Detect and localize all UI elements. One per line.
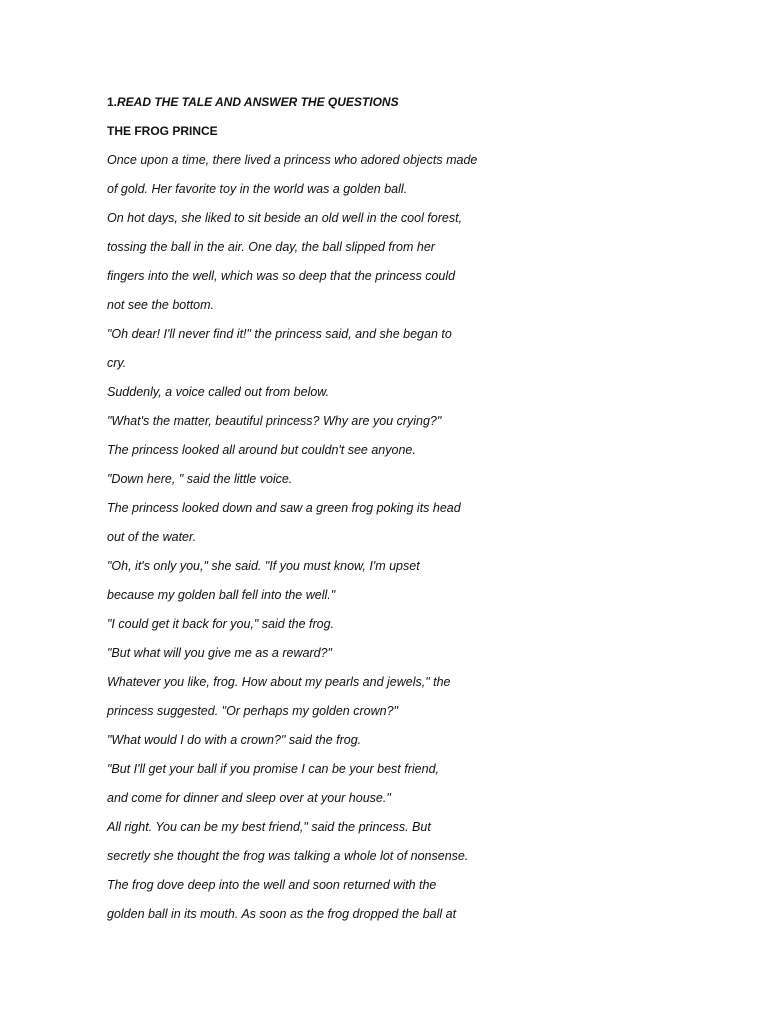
story-line: princess suggested. "Or perhaps my golden crown?": [107, 704, 398, 718]
story-line: "But I'll get your ball if you promise I can be your best friend,: [107, 762, 439, 776]
story-line: On hot days, she liked to sit beside an old well in the cool forest,: [107, 211, 463, 225]
story-line: Whatever you like, frog. How about my pearls and jewels," the: [107, 675, 451, 689]
document-content: [107, 88, 707, 929]
story-line: of gold. Her favorite toy in the world was a golden ball.: [107, 182, 408, 196]
story-line: "What would I do with a crown?" said the frog.: [107, 733, 362, 747]
story-line: All right. You can be my best friend," said the princess. But: [107, 820, 431, 834]
story-line: "What's the matter, beautiful princess? Why are you crying?": [107, 414, 442, 428]
story-line: golden ball in its mouth. As soon as the frog dropped the ball at: [107, 907, 457, 921]
story-line: The princess looked all around but couldn't see anyone.: [107, 443, 416, 457]
story-line: "Down here, " said the little voice.: [107, 472, 293, 486]
story-line: and come for dinner and sleep over at your house.": [107, 791, 391, 805]
story-line: Once upon a time, there lived a princess who adored objects made: [107, 153, 478, 167]
story-line: not see the bottom.: [107, 298, 215, 312]
story-line: secretly she thought the frog was talking a whole lot of nonsense.: [107, 849, 469, 863]
exercise-heading: [107, 88, 707, 117]
story-line: "I could get it back for you," said the frog.: [107, 617, 335, 631]
exercise-instruction: READ THE TALE AND ANSWER THE QUESTIONS: [117, 95, 399, 109]
story-line: out of the water.: [107, 530, 197, 544]
story-line: The princess looked down and saw a green frog poking its head: [107, 501, 461, 515]
story-line: tossing the ball in the air. One day, the ball slipped from her: [107, 240, 435, 254]
story-title: THE FROG PRINCE: [107, 124, 218, 138]
exercise-number: 1.: [107, 95, 118, 109]
story-line: cry.: [107, 356, 127, 370]
story-line: "But what will you give me as a reward?": [107, 646, 332, 660]
story-line: "Oh dear! I'll never find it!" the princess said, and she began to: [107, 327, 452, 341]
story-line: because my golden ball fell into the well.": [107, 588, 336, 602]
story-line: The frog dove deep into the well and soon returned with the: [107, 878, 437, 892]
story-line: fingers into the well, which was so deep that the princess could: [107, 269, 456, 283]
story-line: "Oh, it's only you," she said. "If you must know, I'm upset: [107, 559, 420, 573]
story-line: Suddenly, a voice called out from below.: [107, 385, 330, 399]
story-text: [107, 146, 707, 929]
